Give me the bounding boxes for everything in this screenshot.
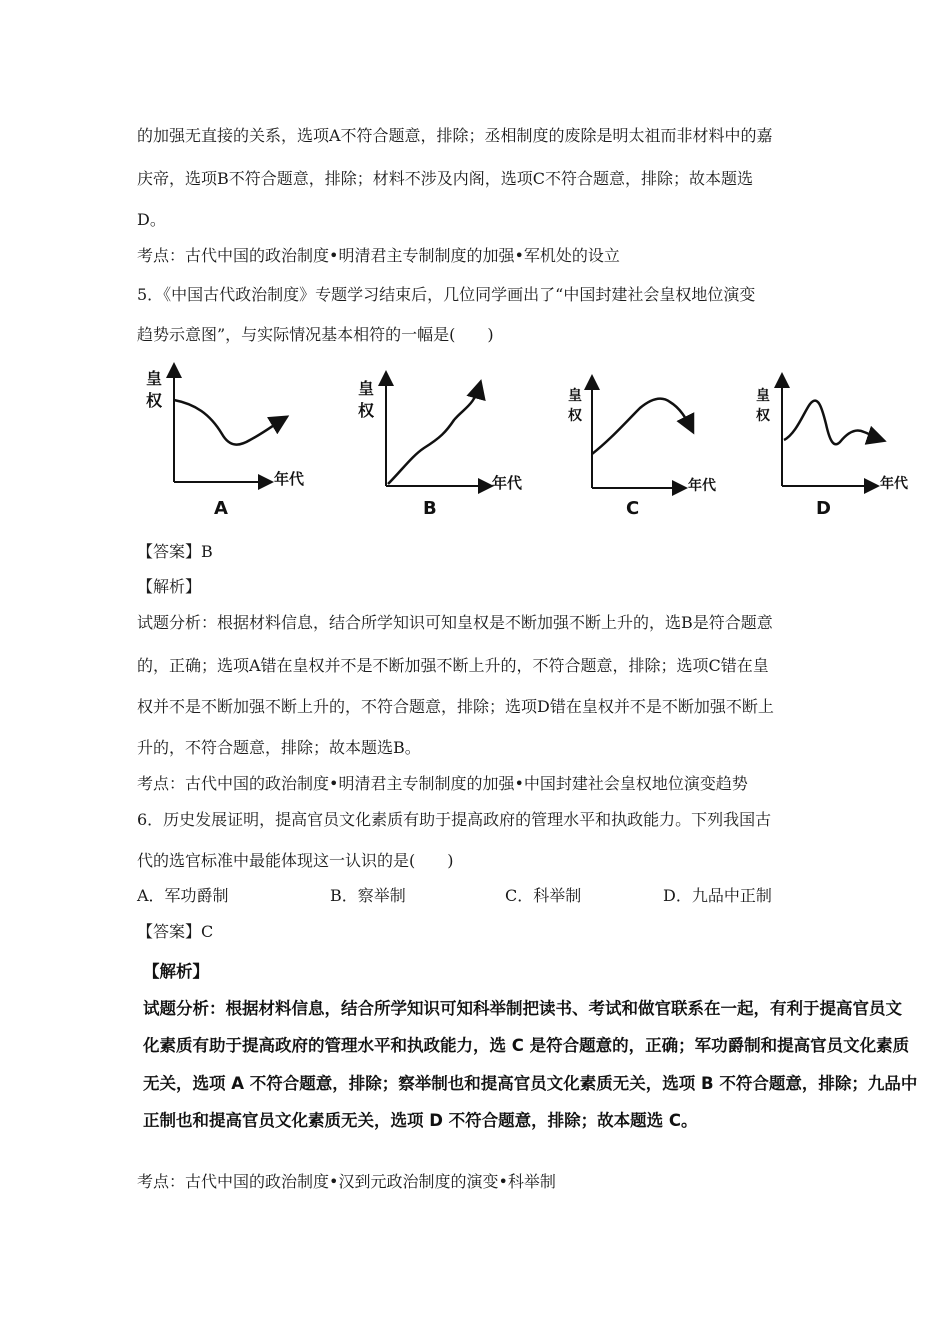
x-axis-label: 年代	[492, 474, 523, 492]
y-axis-label: 皇	[568, 388, 582, 404]
question-6-stem: 代的选官标准中最能体现这一认识的是( )	[137, 851, 454, 870]
question-5-stem: 5．《中国古代政治制度》专题学习结束后，几位同学画出了“中国封建社会皇权地位演变	[137, 285, 756, 304]
knowledge-point: 考点：古代中国的政治制度•汉到元政治制度的演变•科举制	[137, 1172, 556, 1191]
analysis-line: 正制也和提高官员文化素质无关，选项 D 不符合题意，排除；故本题选 C。	[143, 1111, 698, 1130]
trend-curve	[592, 399, 692, 454]
y-axis-label: 皇	[756, 388, 770, 404]
analysis-line: 化素质有助于提高政府的管理水平和执政能力，选 C 是符合题意的，正确；军功爵制和提高官员文化素质	[143, 1036, 910, 1055]
diagram-b	[358, 374, 523, 519]
trend-diagrams	[140, 362, 920, 522]
analysis-line: 升的，不符合题意，排除；故本题选B。	[137, 738, 421, 757]
diagram-c	[568, 378, 717, 519]
diagram-label-d: D	[816, 498, 831, 519]
analysis-line: 试题分析：根据材料信息，结合所学知识可知皇权是不断加强不断上升的，选B是符合题意	[137, 613, 773, 632]
analysis-line: 试题分析：根据材料信息，结合所学知识可知科举制把读书、考试和做官联系在一起，有利于提高官员文	[143, 999, 902, 1018]
y-axis-label: 权	[568, 408, 582, 424]
answer-label: 【答案】C	[137, 922, 214, 941]
paragraph-line: D。	[137, 210, 166, 229]
x-axis-label: 年代	[688, 478, 716, 494]
diagram-label-c: C	[626, 498, 640, 519]
diagram-d	[756, 376, 909, 519]
question-5-stem: 趋势示意图”，与实际情况基本相符的一幅是( )	[137, 325, 494, 344]
trend-curve	[784, 401, 882, 445]
answer-label: 【答案】B	[137, 542, 213, 561]
diagram-a	[146, 366, 305, 519]
diagram-label-b: B	[423, 498, 437, 519]
y-axis-label: 皇	[146, 369, 163, 388]
y-axis-label: 权	[756, 408, 770, 424]
paragraph-line: 庆帝，选项B不符合题意，排除；材料不涉及内阁，选项C不符合题意，排除；故本题选	[137, 169, 754, 188]
diagram-label-a: A	[214, 498, 228, 519]
option-c: C．科举制	[505, 886, 582, 905]
paragraph-line: 的加强无直接的关系，选项A不符合题意，排除；丞相制度的废除是明太祖而非材料中的嘉	[137, 126, 773, 145]
analysis-line: 的，正确；选项A错在皇权并不是不断加强不断上升的，不符合题意，排除；选项C错在皇	[137, 656, 769, 675]
option-a: A．军功爵制	[137, 886, 229, 905]
trend-curve	[388, 384, 480, 484]
y-axis-label: 皇	[358, 379, 375, 398]
knowledge-point: 考点：古代中国的政治制度•明清君主专制制度的加强•军机处的设立	[137, 246, 620, 265]
analysis-title: 【解析】	[137, 577, 202, 596]
x-axis-label: 年代	[274, 470, 305, 488]
option-b: B．察举制	[330, 886, 406, 905]
analysis-line: 无关，选项 A 不符合题意，排除；察举制也和提高官员文化素质无关，选项 B 不符合题意，排除；九品中	[143, 1074, 918, 1093]
analysis-line: 权并不是不断加强不断上升的，不符合题意，排除；选项D错在皇权并不是不断加强不断上	[137, 697, 774, 716]
option-d: D．九品中正制	[663, 886, 772, 905]
trend-curve	[174, 400, 285, 445]
knowledge-point: 考点：古代中国的政治制度•明清君主专制制度的加强•中国封建社会皇权地位演变趋势	[137, 774, 748, 793]
y-axis-label: 权	[146, 391, 163, 410]
question-6-stem: 6．历史发展证明，提高官员文化素质有助于提高政府的管理水平和执政能力。下列我国古	[137, 810, 772, 829]
x-axis-label: 年代	[880, 476, 908, 492]
y-axis-label: 权	[358, 401, 375, 420]
analysis-title: 【解析】	[143, 962, 209, 981]
